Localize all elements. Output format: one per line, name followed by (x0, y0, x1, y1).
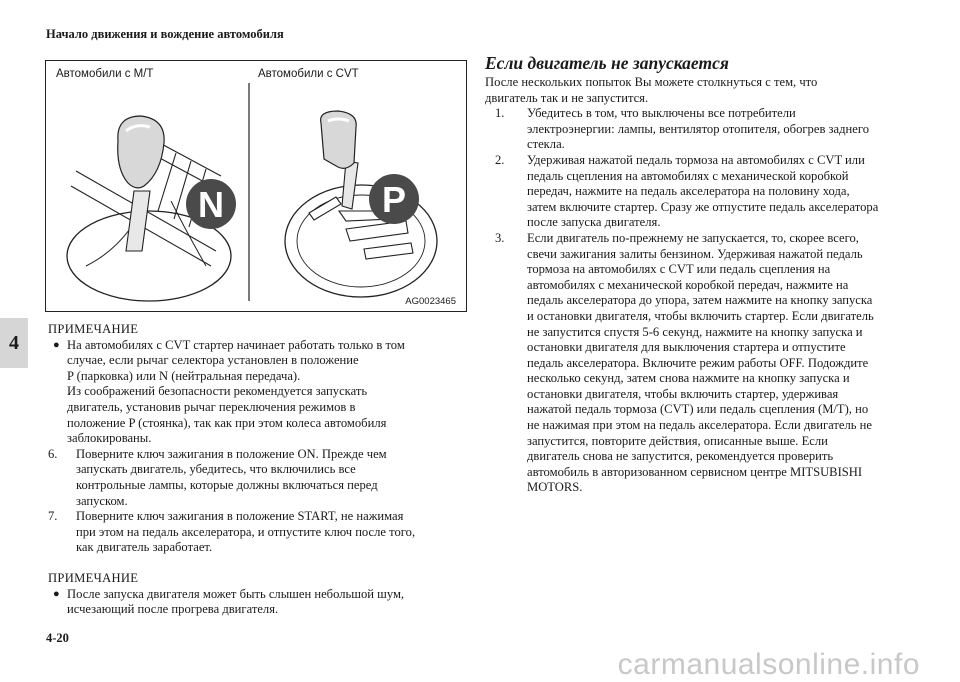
text-line: двигатель снова не запустится, рекомендуется проверить (527, 449, 834, 464)
note-bullet (53, 338, 468, 447)
note-title: ПРИМЕЧАНИЕ (48, 322, 139, 336)
text-line: Из соображений безопасности рекомендуется запускать (67, 384, 368, 399)
text-line: Удерживая нажатой педаль тормоза на автомобилях с CVT или (527, 152, 865, 167)
text-line: двигатель, установив рычаг переключения режимов в (67, 399, 356, 414)
step-number: 6. (48, 446, 58, 461)
gear-shift-illustration (46, 61, 466, 311)
step-text (76, 509, 468, 556)
text-line: остановки двигателя для выключения стартера и отпустите (527, 340, 846, 355)
step-number: 3. (495, 230, 505, 245)
text-line: случае, если рычаг селектора установлен в положение (67, 353, 359, 368)
text-line: положение P (стоянка), так как при этом колеса автомобиля (67, 415, 387, 430)
badge-p: P (381, 179, 407, 220)
text-line: Поверните ключ зажигания в положение START, не нажимая (76, 509, 404, 524)
mt-stick (126, 191, 150, 251)
left-column (48, 322, 468, 618)
text-line: исчезающий после прогрева двигателя. (67, 602, 279, 617)
text-line: педаль акселератора. Включите режим работы OFF. Подождите (527, 355, 869, 370)
text-line: не запустится спустя 5-6 секунд, нажмите на кнопку запуска и (527, 324, 863, 339)
running-header: Начало движения и вождение автомобиля (46, 27, 284, 41)
text-line: автомобилях с механической коробкой передач, нажмите на (527, 277, 849, 292)
text-line: тормоза на автомобилях с CVT или педаль сцепления на (527, 262, 831, 277)
text-line: нажатой педаль тормоза (CVT) или педаль сцепления (M/T), но (527, 402, 869, 417)
text-line: передач, нажмите на педаль акселератора на половину хода, (527, 184, 850, 199)
text-line: стекла. (527, 137, 565, 152)
text-line: затем включите стартер. Сразу же отпустите педаль акселератора (527, 199, 879, 214)
text-line: остановки двигателя, чтобы включить стартер, удерживая (527, 386, 839, 401)
text-line: свечи зажигания залиты бензином. Удерживая нажатой педаль (527, 246, 863, 261)
step-number: 7. (48, 509, 58, 524)
page-number: 4-20 (46, 631, 69, 645)
note-text (67, 338, 405, 447)
step-7 (48, 509, 468, 556)
text-line: запустится, повторите действия, описанные выше. Если (527, 433, 828, 448)
watermark: carmanualsonline.info (617, 648, 920, 681)
intro-line: двигатель так и не запустится. (485, 90, 649, 105)
text-line: при этом на педаль акселератора, и отпустите ключ после того, (76, 524, 416, 539)
step-number: 1. (495, 106, 505, 121)
figure-code: AG0023465 (405, 296, 456, 307)
bullet-dot-icon: ● (53, 587, 60, 600)
text-line: Если двигатель по-прежнему не запускается, то, скорее всего, (527, 230, 859, 245)
text-line: P (парковка) или N (нейтральная передача). (67, 368, 301, 383)
step-1 (485, 106, 905, 153)
note-text (67, 587, 404, 618)
text-line: и остановки двигателя, чтобы включить стартер. Если двигатель (527, 308, 874, 323)
text-line: автомобиль в авторизованном сервисном центре MITSUBISHI (527, 464, 863, 479)
note-title: ПРИМЕЧАНИЕ (48, 570, 139, 585)
step-6 (48, 447, 468, 509)
gear-shift-figure (45, 60, 467, 312)
label-mt: Автомобили с M/T (56, 68, 154, 80)
right-column (485, 52, 905, 496)
bullet-dot-icon: ● (53, 338, 60, 351)
section-title: Если двигатель не запускается (485, 53, 729, 73)
text-line: после запуска двигателя. (527, 215, 661, 230)
step-text (527, 106, 905, 153)
step-text (76, 447, 468, 509)
step-number: 2. (495, 152, 505, 167)
text-line: как двигатель заработает. (76, 540, 213, 555)
step-text (527, 231, 905, 496)
text-line: Убедитесь в том, что выключены все потребители (527, 106, 796, 121)
text-line: не нажимая при этом на педаль акселератора. Если двигатель не (527, 418, 872, 433)
text-line: несколько секунд, затем снова нажмите на кнопку запуска и (527, 371, 850, 386)
step-2 (485, 153, 905, 231)
step-text (527, 153, 905, 231)
intro-line: После нескольких попыток Вы можете столкнуться с тем, что (485, 75, 818, 89)
label-cvt: Автомобили с CVT (258, 68, 359, 80)
chapter-tab (0, 318, 28, 368)
text-line: После запуска двигателя может быть слышен небольшой шум, (67, 586, 405, 601)
step-3 (485, 231, 905, 496)
text-line: заблокированы. (67, 431, 152, 446)
badge-n: N (198, 184, 224, 225)
text-line: На автомобилях с CVT стартер начинает работать только в том (67, 337, 405, 352)
text-line: запуском. (76, 493, 128, 508)
text-line: контрольные лампы, которые должны включаться перед (76, 477, 378, 492)
text-line: педаль акселератора до упора, затем нажмите на кнопку запуска (527, 293, 873, 308)
text-line: Поверните ключ зажигания в положение ON. Прежде чем (76, 446, 387, 461)
note-bullet (53, 587, 468, 618)
text-line: запускать двигатель, убедитесь, что включились все (76, 462, 356, 477)
chapter-number: 4 (9, 331, 19, 354)
text-line: MOTORS. (527, 480, 583, 495)
text-line: электроэнергии: лампы, вентилятор отопителя, обогрев заднего (527, 121, 869, 136)
text-line: педаль сцепления на автомобилях с механической коробкой (527, 168, 849, 183)
